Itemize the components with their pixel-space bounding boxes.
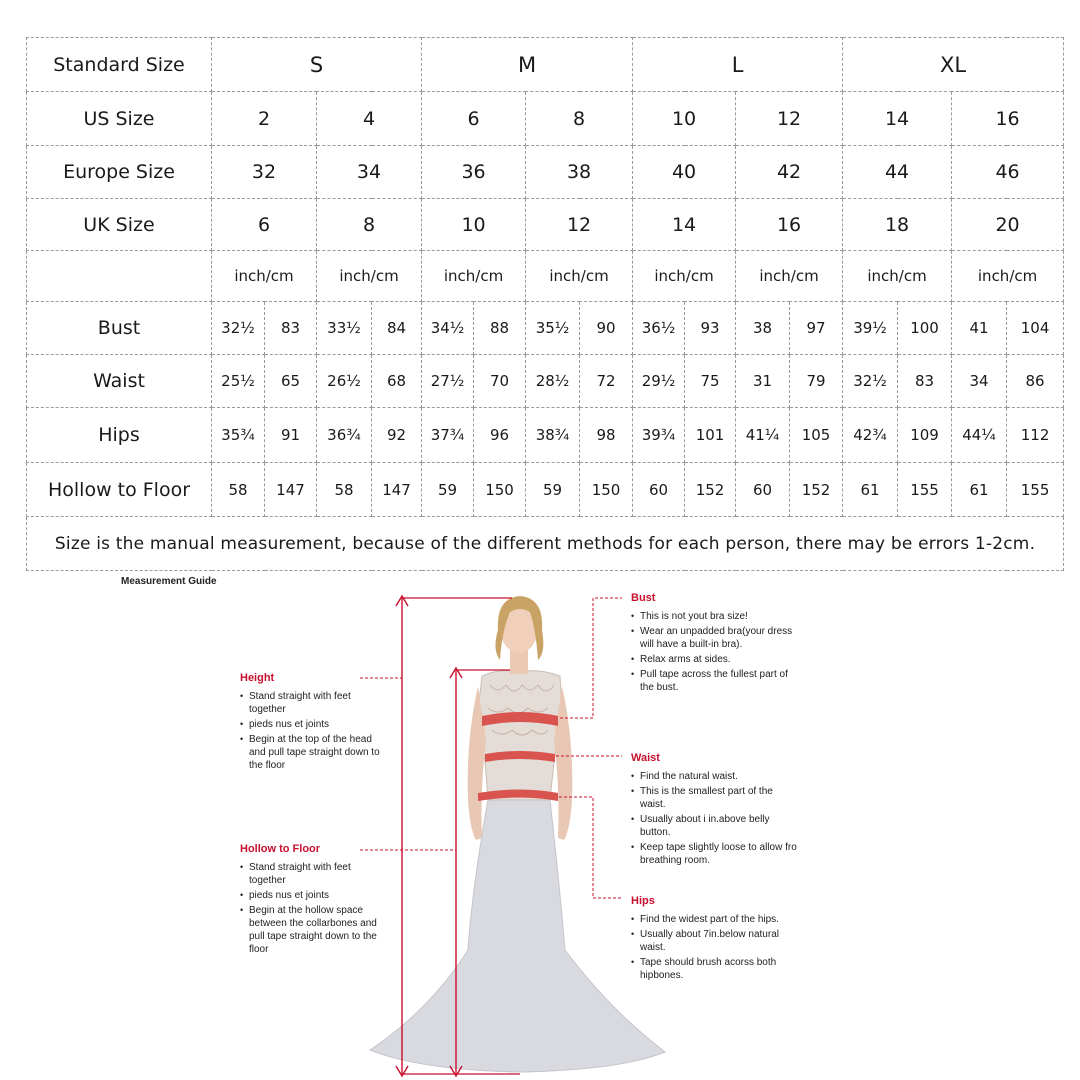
measurement-cell: 83 — [265, 302, 317, 355]
height-guide-title: Height — [240, 672, 275, 684]
measurement-note: Size is the manual measurement, because of the different methods for each person, there may be errors 1-2cm. — [27, 517, 1064, 571]
standard-size-row — [27, 38, 1064, 92]
row-label: Hollow to Floor — [27, 463, 212, 517]
row-label: Hips — [27, 408, 212, 463]
measurement-cell: 83 — [898, 355, 952, 408]
measurement-cell: 101 — [685, 408, 736, 463]
measurement-cell: 155 — [898, 463, 952, 517]
measurement-cell: 28½ — [526, 355, 580, 408]
size-cell: 40 — [633, 146, 736, 199]
size-cell: 14 — [633, 199, 736, 251]
size-cell: 16 — [736, 199, 843, 251]
measurement-cell: 29½ — [633, 355, 685, 408]
size-group-xl: XL — [843, 38, 1064, 92]
measurement-cell: 155 — [1007, 463, 1064, 517]
measurement-cell: 90 — [580, 302, 633, 355]
measurement-cell: 96 — [474, 408, 526, 463]
measurement-cell: 39½ — [843, 302, 898, 355]
height-guide-item: • Begin at the top of the head and pull tape straight down to the floor — [240, 733, 390, 772]
measurement-cell: 147 — [265, 463, 317, 517]
waist-guide-item: • Usually about i in.above belly button. — [631, 813, 801, 839]
row-label: Waist — [27, 355, 212, 408]
size-cell: 36 — [422, 146, 526, 199]
size-cell: 6 — [422, 92, 526, 146]
standard-size-label: Standard Size — [27, 38, 212, 92]
hips-row — [27, 408, 1064, 463]
size-cell: 10 — [633, 92, 736, 146]
size-cell: 4 — [317, 92, 422, 146]
measurement-cell: 98 — [580, 408, 633, 463]
height-guide-item: • Stand straight with feet together — [240, 690, 390, 716]
hips-guide-item: • Tape should brush acorss both hipbones. — [631, 956, 801, 982]
size-cell: 42 — [736, 146, 843, 199]
bust-row — [27, 302, 1064, 355]
height-guide-item: • pieds nus et joints — [240, 718, 390, 731]
measurement-cell: 26½ — [317, 355, 372, 408]
measurement-cell: 41 — [952, 302, 1007, 355]
hips-guide-item: • Usually about 7in.below natural waist. — [631, 928, 801, 954]
size-group-s: S — [212, 38, 422, 92]
measurement-cell: 58 — [212, 463, 265, 517]
hips-guide-title: Hips — [631, 895, 655, 907]
measurement-cell: 27½ — [422, 355, 474, 408]
size-cell: 18 — [843, 199, 952, 251]
unit-row-blank — [27, 251, 212, 302]
measurement-cell: 79 — [790, 355, 843, 408]
measurement-cell: 59 — [526, 463, 580, 517]
measurement-cell: 150 — [474, 463, 526, 517]
europe-size-row — [27, 146, 1064, 199]
row-label: Bust — [27, 302, 212, 355]
hips-guide-item: • Find the widest part of the hips. — [631, 913, 801, 926]
size-cell: 44 — [843, 146, 952, 199]
waist-guide-block — [631, 752, 801, 869]
size-cell: 8 — [317, 199, 422, 251]
hollow-guide-title: Hollow to Floor — [240, 843, 321, 855]
measurement-cell: 112 — [1007, 408, 1064, 463]
row-label: Europe Size — [27, 146, 212, 199]
measurement-cell: 32½ — [843, 355, 898, 408]
measurement-cell: 38 — [736, 302, 790, 355]
measurement-cell: 92 — [372, 408, 422, 463]
hollow-to-floor-row — [27, 463, 1064, 517]
us-size-row — [27, 92, 1064, 146]
unit-label: inch/cm — [422, 251, 526, 302]
measurement-cell: 150 — [580, 463, 633, 517]
dress-skirt-shape — [370, 800, 665, 1072]
size-cell: 12 — [526, 199, 633, 251]
measurement-cell: 97 — [790, 302, 843, 355]
size-cell: 6 — [212, 199, 317, 251]
unit-label: inch/cm — [526, 251, 633, 302]
measurement-cell: 33½ — [317, 302, 372, 355]
bust-leader-line — [560, 598, 622, 718]
hollow-guide-block — [240, 843, 390, 958]
measurement-cell: 39¾ — [633, 408, 685, 463]
measurement-cell: 60 — [736, 463, 790, 517]
bust-guide-title: Bust — [631, 592, 656, 604]
waist-row — [27, 355, 1064, 408]
size-cell: 46 — [952, 146, 1064, 199]
measurement-cell: 38¾ — [526, 408, 580, 463]
note-row — [27, 517, 1064, 571]
size-cell: 14 — [843, 92, 952, 146]
bust-guide-item: • Wear an unpadded bra(your dress will have a built-in bra). — [631, 625, 801, 651]
size-cell: 20 — [952, 199, 1064, 251]
row-label: UK Size — [27, 199, 212, 251]
measurement-cell: 152 — [790, 463, 843, 517]
bust-guide-block — [631, 592, 801, 696]
bust-guide-item: • Relax arms at sides. — [631, 653, 801, 666]
size-group-l: L — [633, 38, 843, 92]
measurement-cell: 147 — [372, 463, 422, 517]
measurement-cell: 109 — [898, 408, 952, 463]
measurement-cell: 61 — [843, 463, 898, 517]
size-group-m: M — [422, 38, 633, 92]
size-cell: 2 — [212, 92, 317, 146]
hollow-guide-item: • Begin at the hollow space between the collarbones and pull tape straight down to the floor — [240, 904, 390, 956]
measurement-cell: 44¼ — [952, 408, 1007, 463]
measurement-cell: 59 — [422, 463, 474, 517]
measurement-cell: 72 — [580, 355, 633, 408]
measurement-cell: 37¾ — [422, 408, 474, 463]
size-cell: 34 — [317, 146, 422, 199]
measurement-cell: 58 — [317, 463, 372, 517]
measurement-cell: 100 — [898, 302, 952, 355]
waist-guide-title: Waist — [631, 752, 660, 764]
hollow-guide-item: • pieds nus et joints — [240, 889, 390, 902]
measurement-cell: 36½ — [633, 302, 685, 355]
unit-row — [27, 251, 1064, 302]
measurement-cell: 35½ — [526, 302, 580, 355]
waist-guide-item: • Keep tape slightly loose to allow fro breathing room. — [631, 841, 801, 867]
unit-label: inch/cm — [736, 251, 843, 302]
measurement-cell: 61 — [952, 463, 1007, 517]
measurement-cell: 68 — [372, 355, 422, 408]
waist-guide-item: • This is the smallest part of the waist. — [631, 785, 801, 811]
size-cell: 38 — [526, 146, 633, 199]
measurement-cell: 25½ — [212, 355, 265, 408]
uk-size-row — [27, 199, 1064, 251]
measurement-cell: 93 — [685, 302, 736, 355]
size-cell: 12 — [736, 92, 843, 146]
hollow-guide-item: • Stand straight with feet together — [240, 861, 390, 887]
unit-label: inch/cm — [843, 251, 952, 302]
measurement-cell: 91 — [265, 408, 317, 463]
measurement-cell: 34 — [952, 355, 1007, 408]
hips-guide-block — [631, 895, 801, 984]
measurement-cell: 34½ — [422, 302, 474, 355]
measurement-cell: 32½ — [212, 302, 265, 355]
size-cell: 16 — [952, 92, 1064, 146]
unit-label: inch/cm — [633, 251, 736, 302]
size-cell: 8 — [526, 92, 633, 146]
unit-label: inch/cm — [212, 251, 317, 302]
waist-guide-item: • Find the natural waist. — [631, 770, 801, 783]
unit-label: inch/cm — [952, 251, 1064, 302]
bust-guide-item: • Pull tape across the fullest part of the bust. — [631, 668, 801, 694]
measurement-cell: 35¾ — [212, 408, 265, 463]
measurement-cell: 41¼ — [736, 408, 790, 463]
size-cell: 10 — [422, 199, 526, 251]
bust-guide-item: • This is not yout bra size! — [631, 610, 801, 623]
measurement-cell: 105 — [790, 408, 843, 463]
measurement-cell: 60 — [633, 463, 685, 517]
height-guide-block — [240, 672, 390, 774]
measurement-cell: 36¾ — [317, 408, 372, 463]
measurement-cell: 42¾ — [843, 408, 898, 463]
measurement-cell: 31 — [736, 355, 790, 408]
measurement-cell: 86 — [1007, 355, 1064, 408]
size-cell: 32 — [212, 146, 317, 199]
measurement-cell: 152 — [685, 463, 736, 517]
measurement-guide-title: Measurement Guide — [121, 576, 217, 587]
measurement-cell: 104 — [1007, 302, 1064, 355]
measurement-cell: 75 — [685, 355, 736, 408]
measurement-cell: 84 — [372, 302, 422, 355]
size-chart-table — [26, 37, 1064, 571]
measurement-cell: 65 — [265, 355, 317, 408]
unit-label: inch/cm — [317, 251, 422, 302]
row-label: US Size — [27, 92, 212, 146]
measurement-cell: 70 — [474, 355, 526, 408]
measurement-cell: 88 — [474, 302, 526, 355]
